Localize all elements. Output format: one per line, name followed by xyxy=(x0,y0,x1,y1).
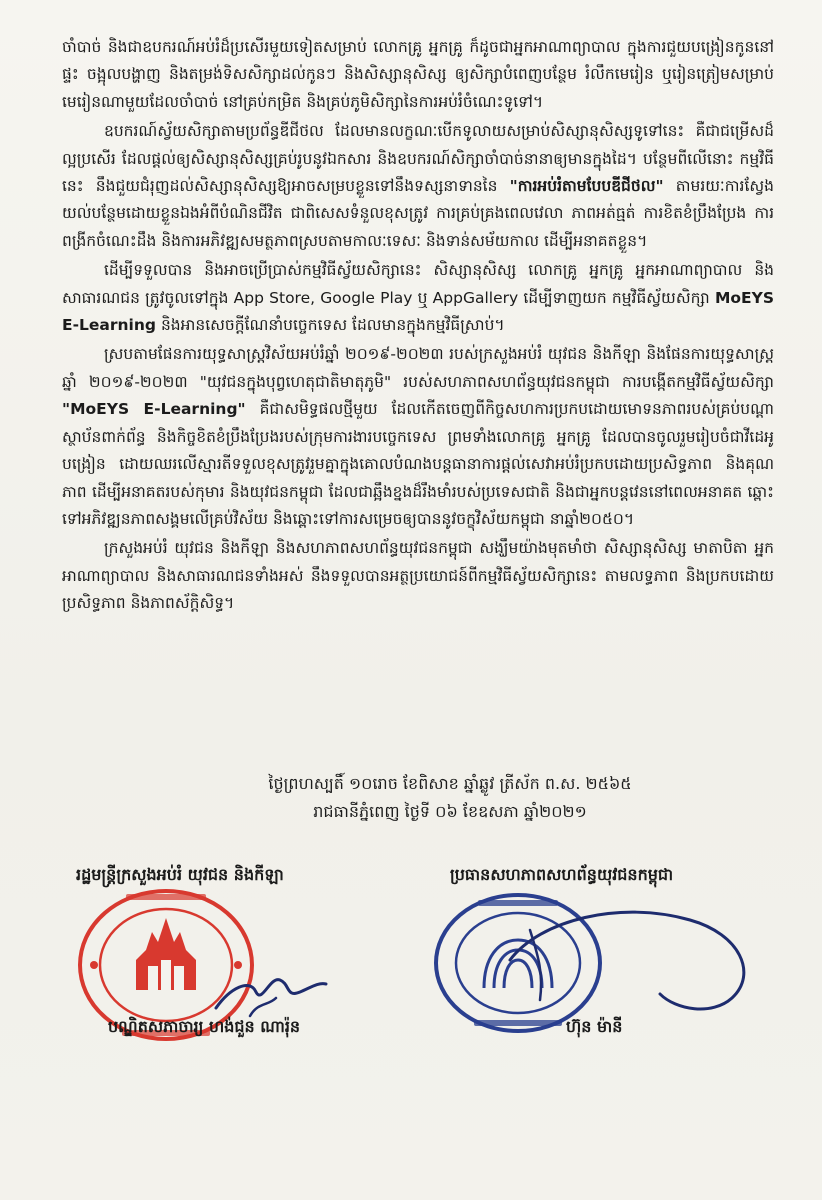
paragraph-2-continued: តាមរយៈការស្វែងយល់បន្ថែមដោយខ្លួនឯងអំពីបំណិនជីវិត ជាពិសេសទំនួលខុសត្រូវ ការគ្រប់គ្រងពេលវេលា ភាពអត់ធ្មត់ ការខិតខំប្រឹងប្រែង ការពង្រីកចំណេះដឹង និងការអភិវឌ្ឍសមត្ថភាពស្របតាមកាលៈទេសៈ និងទាន់សម័យកាល ដើម្បីអនាគតខ្លួន។ xyxy=(62,177,774,250)
left-signatory-name: បណ្ឌិតសភាចារ្យ ហង់ជួន ណារ៉ុន xyxy=(108,1017,301,1036)
paragraph-3-continued: និងអានសេចក្ដីណែនាំបច្ចេកទេស ដែលមានក្នុងកម្មវិធីស្រាប់។ xyxy=(160,316,505,335)
paragraph-3-text: ដើម្បីទទួលបាន និងអាចប្រើប្រាស់កម្មវិធីស្វ័យសិក្សានេះ សិស្សានុសិស្ស លោកគ្រូ អ្នកគ្រូ អ្នកអាណាព្យាបាល និងសាធារណជន ត្រូវចូលទៅក្នុង App Store, Google Play ឬ AppGallery ដើម្បីទាញយក កម្មវិធីស្វ័យសិក្សា xyxy=(62,261,774,307)
paragraph-4-continued: គឺជាសមិទ្ធផលថ្មីមួយ ដែលកើតចេញពីកិច្ចសហការប្រកបដោយមោទនភាពរបស់គ្រប់បណ្ដាស្ថាប័នពាក់ព័ន្ធ និងកិច្ចខិតខំប្រឹងប្រែងរបស់ក្រុមការងារបច្ចេកទេស ព្រមទាំងលោកគ្រូ អ្នកគ្រូ ដែលបានចូលរួមរៀបចំជាវីដេអូបង្រៀន ដោយឈរលើស្មារតីទទួលខុសត្រូវរួមគ្នាក្នុងគោលបំណងបន្តធានាការផ្ដល់សេវាអប់រំប្រកបដោយប្រសិទ្ធភាព និងគុណភាព ដើម្បីអនាគតរបស់កុមារ និងយុវជនកម្ពុជា ដែលជាឆ្អឹងខ្នងដ៏រឹងមាំរបស់ប្រទេសជាតិ និងជាអ្នកបន្តវេននៅពេលអនាគត ឆ្ពោះទៅអភិវឌ្ឍនភាពសង្គមលើគ្រប់វិស័យ និងឆ្ពោះទៅការសម្រេចឲ្យបាននូវចក្ខុវិស័យកម្ពុជា នាឆ្នាំ២០៥០។ xyxy=(62,400,774,528)
paragraph-4 xyxy=(62,341,774,533)
left-signatory-title: រដ្ឋមន្ត្រីក្រសួងអប់រំ យុវជន និងកីឡា xyxy=(76,865,284,884)
right-signatory-name: ហ៊ុន ម៉ានី xyxy=(566,1017,623,1036)
right-signatory-title: ប្រធានសហភាពសហព័ន្ធយុវជនកម្ពុជា xyxy=(450,865,674,884)
app-name-quoted: "MoEYS E-Learning" xyxy=(62,400,246,419)
paragraph-1: ចាំបាច់ និងជាឧបករណ៍អប់រំដ៏ប្រសើរមួយទៀតសម្រាប់ លោកគ្រូ អ្នកគ្រូ ក៏ដូចជាអ្នកអាណាព្យាបាល ក្នុងការជួយបង្រៀនកូននៅផ្ទះ ចង្អុលបង្ហាញ និងតម្រង់ទិសសិក្សាដល់កូនៗ និងសិស្សានុសិស្ស ឲ្យសិក្សាបំពេញបន្ថែម រំលឹកមេរៀន ឬរៀនត្រៀមសម្រាប់មេរៀនណាមួយដែលចាំបាច់ នៅគ្រប់កម្រិត និងគ្រប់ភូមិសិក្សានៃការអប់រំចំណេះទូទៅ។ xyxy=(62,38,774,111)
solar-date: រាជធានីភ្នំពេញ ថ្ងៃទី ០៦ ខែឧសភា ឆ្នាំ២០២១ xyxy=(313,802,587,821)
date-block xyxy=(200,770,700,826)
paragraph-2-text: ឧបករណ៍ស្វ័យសិក្សាតាមប្រព័ន្ធឌីជីថល ដែលមានលក្ខណៈបើកទូលាយសម្រាប់សិស្សានុសិស្សទូទៅនេះ គឺជាជម្រើសដ៏ល្អប្រសើរ ដែលផ្ដល់ឲ្យសិស្សានុសិស្សគ្រប់រូបនូវឯកសារ និងឧបករណ៍សិក្សាចាំបាច់នានាឲ្យមានក្នុងដៃ។ បន្ថែមពីលើនោះ កម្មវិធីនេះ នឹងជួយជំរុញដល់សិស្សានុសិស្សឱ្យអាចសម្របខ្លួនទៅនឹងទស្សនាទាននៃ xyxy=(62,122,774,196)
lunar-date: ថ្ងៃព្រហស្បតិ៍ ១០រោច ខែពិសាខ ឆ្នាំឆ្លូវ ត្រីស័ក ព.ស. ២៥៦៥ xyxy=(268,774,632,793)
app-name-bold: MoEYS E-Learning xyxy=(62,288,774,335)
paragraph-4-text: ស្របតាមផែនការយុទ្ធសាស្ត្រវិស័យអប់រំឆ្នាំ ២០១៩-២០២៣ របស់ក្រសួងអប់រំ យុវជន និងកីឡា និងផែនការយុទ្ធសាស្ត្រឆ្នាំ ២០១៩-២០២៣ "យុវជនក្នុងបុព្វហេតុជាតិមាតុភូមិ" របស់សហភាពសហព័ន្ធយុវជនកម្ពុជា ការបង្កើតកម្មវិធីស្វ័យសិក្សា xyxy=(62,345,774,391)
paragraph-5: ក្រសួងអប់រំ យុវជន និងកីឡា និងសហភាពសហព័ន្ធយុវជនកម្ពុជា សង្ឃឹមយ៉ាងមុតមាំថា សិស្សានុសិស្ស មាតាបិតា អ្នកអាណាព្យាបាល និងសាធារណជនទាំងអស់ នឹងទទួលបានអត្ថប្រយោជន៍ពីកម្មវិធីស្វ័យសិក្សានេះ តាមលទ្ធភាព និងប្រកបដោយប្រសិទ្ធភាព និងភាពស័ក្តិសិទ្ធ។ xyxy=(62,539,774,613)
right-signature-icon xyxy=(500,890,760,1040)
paragraph-2 xyxy=(62,118,774,255)
digital-learning-emphasis: "ការអប់រំតាមបែបឌីជីថល" xyxy=(509,177,664,196)
letter-body xyxy=(62,34,774,620)
paragraph-3 xyxy=(62,257,774,339)
